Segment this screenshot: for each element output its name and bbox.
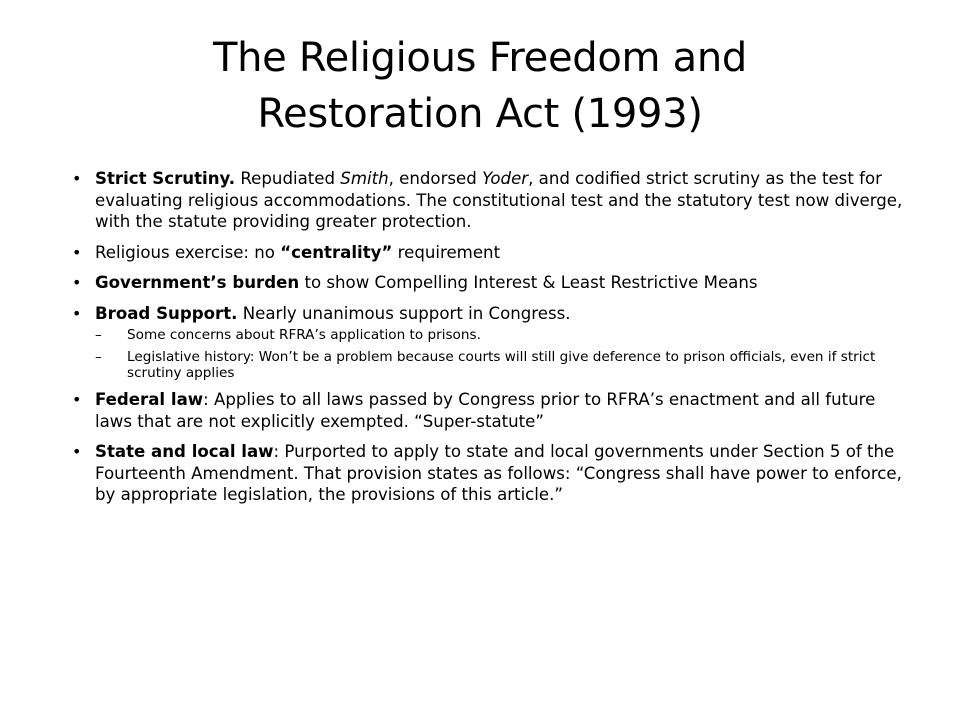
bullet-lead: State and local law: [95, 442, 274, 461]
bullet-icon: •: [72, 242, 82, 262]
bullet-religious-exercise: [72, 242, 912, 264]
bullet-text: : Purported to apply to state and local governments under Section 5 of the Fourteenth Amendment. That provision states as follows: “Congress shall have power to enforce, by appropriate legislation, the provisions of this article.”: [95, 442, 902, 504]
bullet-icon: •: [72, 303, 82, 323]
bullet-icon: •: [72, 390, 82, 409]
sub-bullet-text: Some concerns about RFRA’s application to prisons.: [127, 327, 481, 343]
title-line-1: The Religious Freedom and: [212, 35, 747, 81]
slide-title: [70, 30, 890, 142]
bullet-lead: Broad Support.: [95, 303, 238, 323]
bullet-government-burden: [72, 272, 912, 294]
bullet-text: requirement: [392, 242, 501, 262]
bullet-lead: Strict Scrutiny.: [95, 169, 236, 188]
bullet-text: Religious exercise: no: [95, 242, 281, 262]
case-name-yoder: Yoder: [482, 169, 529, 188]
sub-bullet-legislative-history: [72, 349, 912, 381]
bullet-lead: Government’s burden: [95, 273, 300, 292]
bullet-icon: •: [72, 273, 82, 292]
bullet-broad-support: [72, 303, 912, 325]
bullet-text: : Applies to all laws passed by Congress prior to RFRA’s enactment and all future laws that are not explicitly exempted. “Super-statute”: [95, 390, 876, 431]
bullet-federal-law: [72, 389, 912, 432]
bullet-text: , and codified strict scrutiny as the test for evaluating religious accommodations. The constitutional test and the statutory test now diverge, with the statute providing greater protection.: [95, 169, 903, 231]
bullet-icon: •: [72, 169, 82, 188]
dash-icon: –: [95, 349, 102, 365]
bullet-text: , endorsed: [388, 169, 483, 188]
bullet-state-local-law: [72, 441, 912, 506]
bullet-strict-scrutiny: [72, 168, 912, 233]
bullet-text: to show Compelling Interest & Least Restrictive Means: [299, 273, 758, 292]
bullet-lead: Federal law: [95, 390, 204, 409]
sub-bullet-text: Legislative history: Won’t be a problem because courts will still give deference to prison officials, even if strict scrutiny applies: [127, 349, 876, 381]
dash-icon: –: [95, 327, 102, 343]
sub-bullet-prisons: [72, 327, 912, 343]
title-line-2: Restoration Act (1993): [257, 91, 703, 137]
bullet-icon: •: [72, 442, 82, 461]
case-name-smith: Smith: [340, 169, 389, 188]
bullet-text: Nearly unanimous support in Congress.: [237, 303, 571, 323]
sub-bullet-list: [72, 327, 912, 381]
bullet-emphasis: “centrality”: [280, 242, 393, 262]
bullet-text: Repudiated: [235, 169, 341, 188]
bullet-list: [72, 168, 912, 515]
